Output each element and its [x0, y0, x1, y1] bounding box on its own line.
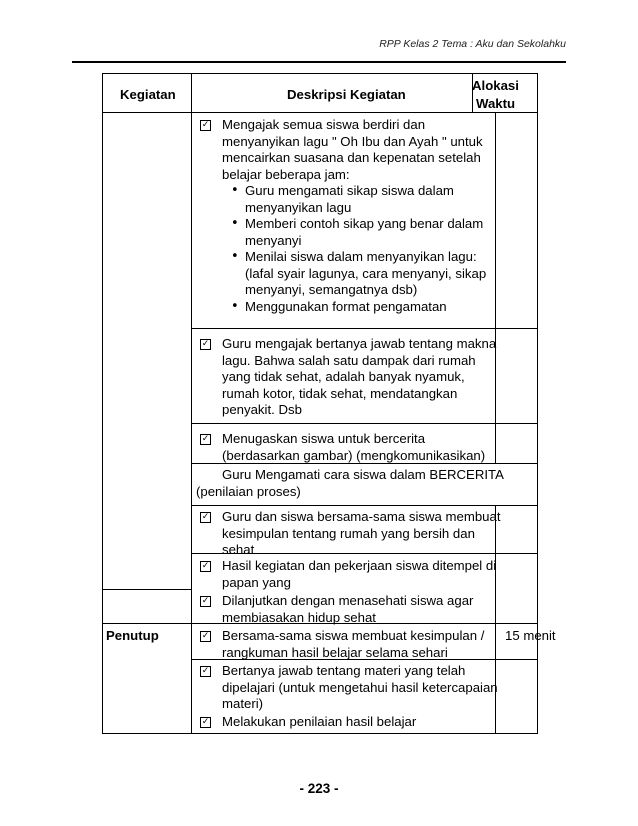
- column-divider-1: [191, 73, 192, 733]
- description-text: Hasil kegiatan dan pekerjaan siswa ditempel di: [222, 558, 497, 573]
- description-text: papan yang: [222, 574, 291, 590]
- header-row-divider: [102, 112, 537, 113]
- column-divider-2: [495, 112, 496, 463]
- checkbox-icon: ✓: [201, 512, 210, 522]
- description-text: Menugaskan siswa untuk bercerita: [222, 431, 426, 446]
- bullet-text: menyanyikan lagu: [245, 199, 352, 215]
- description-text: Dilanjutkan dengan menasehati siswa agar: [222, 593, 474, 608]
- bullet-text: Memberi contoh sikap yang benar dalam: [245, 216, 484, 231]
- bullet-text: menyanyi, semangatnya dsb): [245, 282, 418, 297]
- row-divider: [102, 589, 191, 590]
- checkbox-icon: ✓: [201, 561, 210, 571]
- checkbox-icon: ✓: [201, 666, 210, 676]
- description-text: mencairkan suasana dan kepenatan setelah: [222, 150, 481, 165]
- description-text: Mengajak semua siswa berdiri dan: [222, 117, 426, 132]
- kegiatan-header: Kegiatan: [120, 87, 176, 102]
- deskripsi-header: Deskripsi Kegiatan: [287, 87, 406, 102]
- page-number: - 223 -: [299, 781, 339, 796]
- bullet-text: (lafal syair lagunya, cara menyanyi, sikap: [245, 265, 487, 281]
- page-header: RPP Kelas 2 Tema : Aku dan Sekolahku: [379, 38, 566, 50]
- penutup-label: Penutup: [106, 628, 159, 643]
- description-text: lagu. Bahwa salah satu dampak dari rumah: [222, 352, 476, 368]
- description-text: rumah kotor, tidak sehat, mendatangkan: [222, 385, 458, 401]
- row-divider: [191, 328, 537, 329]
- description-text: membiasakan hidup sehat: [222, 609, 376, 625]
- description-text: sehat: [222, 542, 255, 557]
- description-text: penyakit. Dsb: [222, 402, 302, 417]
- checkbox-icon: ✓: [201, 339, 210, 349]
- checkbox-icon: ✓: [201, 717, 210, 727]
- bullet-text: Menilai siswa dalam menyanyikan lagu:: [245, 249, 477, 264]
- description-text: Bersama-sama siswa membuat kesimpulan /: [222, 628, 485, 643]
- bullet-icon: •: [231, 183, 239, 198]
- checkbox-icon: ✓: [201, 596, 210, 606]
- description-text: Guru dan siswa bersama-sama siswa membuat: [222, 509, 501, 524]
- bullet-text: menyanyi: [245, 232, 302, 248]
- row-divider: [191, 423, 537, 424]
- bullet-text: Guru mengamati sikap siswa dalam: [245, 183, 454, 198]
- column-divider-2: [495, 505, 496, 733]
- description-text: materi): [222, 696, 264, 711]
- header-rule: [72, 61, 566, 63]
- checkbox-icon: ✓: [201, 434, 210, 444]
- alokasi-header-line2: Waktu: [476, 96, 516, 111]
- penutup-time: 15 menit: [505, 628, 556, 643]
- description-text: Bertanya jawab tentang materi yang telah: [222, 663, 466, 678]
- description-text: Melakukan penilaian hasil belajar: [222, 714, 417, 729]
- bullet-icon: •: [231, 216, 239, 231]
- assessment-note: Guru Mengamati cara siswa dalam BERCERITA: [222, 467, 504, 482]
- description-text: dipelajari (untuk mengetahui hasil ketercapaian: [222, 679, 498, 695]
- table-border-left: [102, 73, 103, 733]
- table-border-bottom: [102, 733, 538, 734]
- description-text: belajar beberapa jam:: [222, 166, 350, 182]
- checkbox-icon: ✓: [201, 631, 210, 641]
- row-divider: [191, 505, 537, 506]
- bullet-icon: •: [231, 249, 239, 264]
- bullet-icon: •: [231, 298, 239, 314]
- checkbox-icon: ✓: [201, 120, 210, 130]
- description-text: (berdasarkan gambar) (mengkomunikasikan): [222, 447, 486, 463]
- alokasi-header-line1: Alokasi: [472, 78, 519, 93]
- description-text: yang tidak sehat, adalah banyak nyamuk,: [222, 369, 465, 384]
- description-text: rangkuman hasil belajar selama sehari: [222, 644, 448, 660]
- assessment-note: (penilaian proses): [196, 484, 301, 499]
- description-text: Guru mengajak bertanya jawab tentang makna: [222, 336, 497, 351]
- bullet-text: Menggunakan format pengamatan: [245, 298, 447, 314]
- description-text: kesimpulan tentang rumah yang bersih dan: [222, 525, 475, 541]
- description-text: menyanyikan lagu " Oh Ibu dan Ayah " untuk: [222, 133, 483, 149]
